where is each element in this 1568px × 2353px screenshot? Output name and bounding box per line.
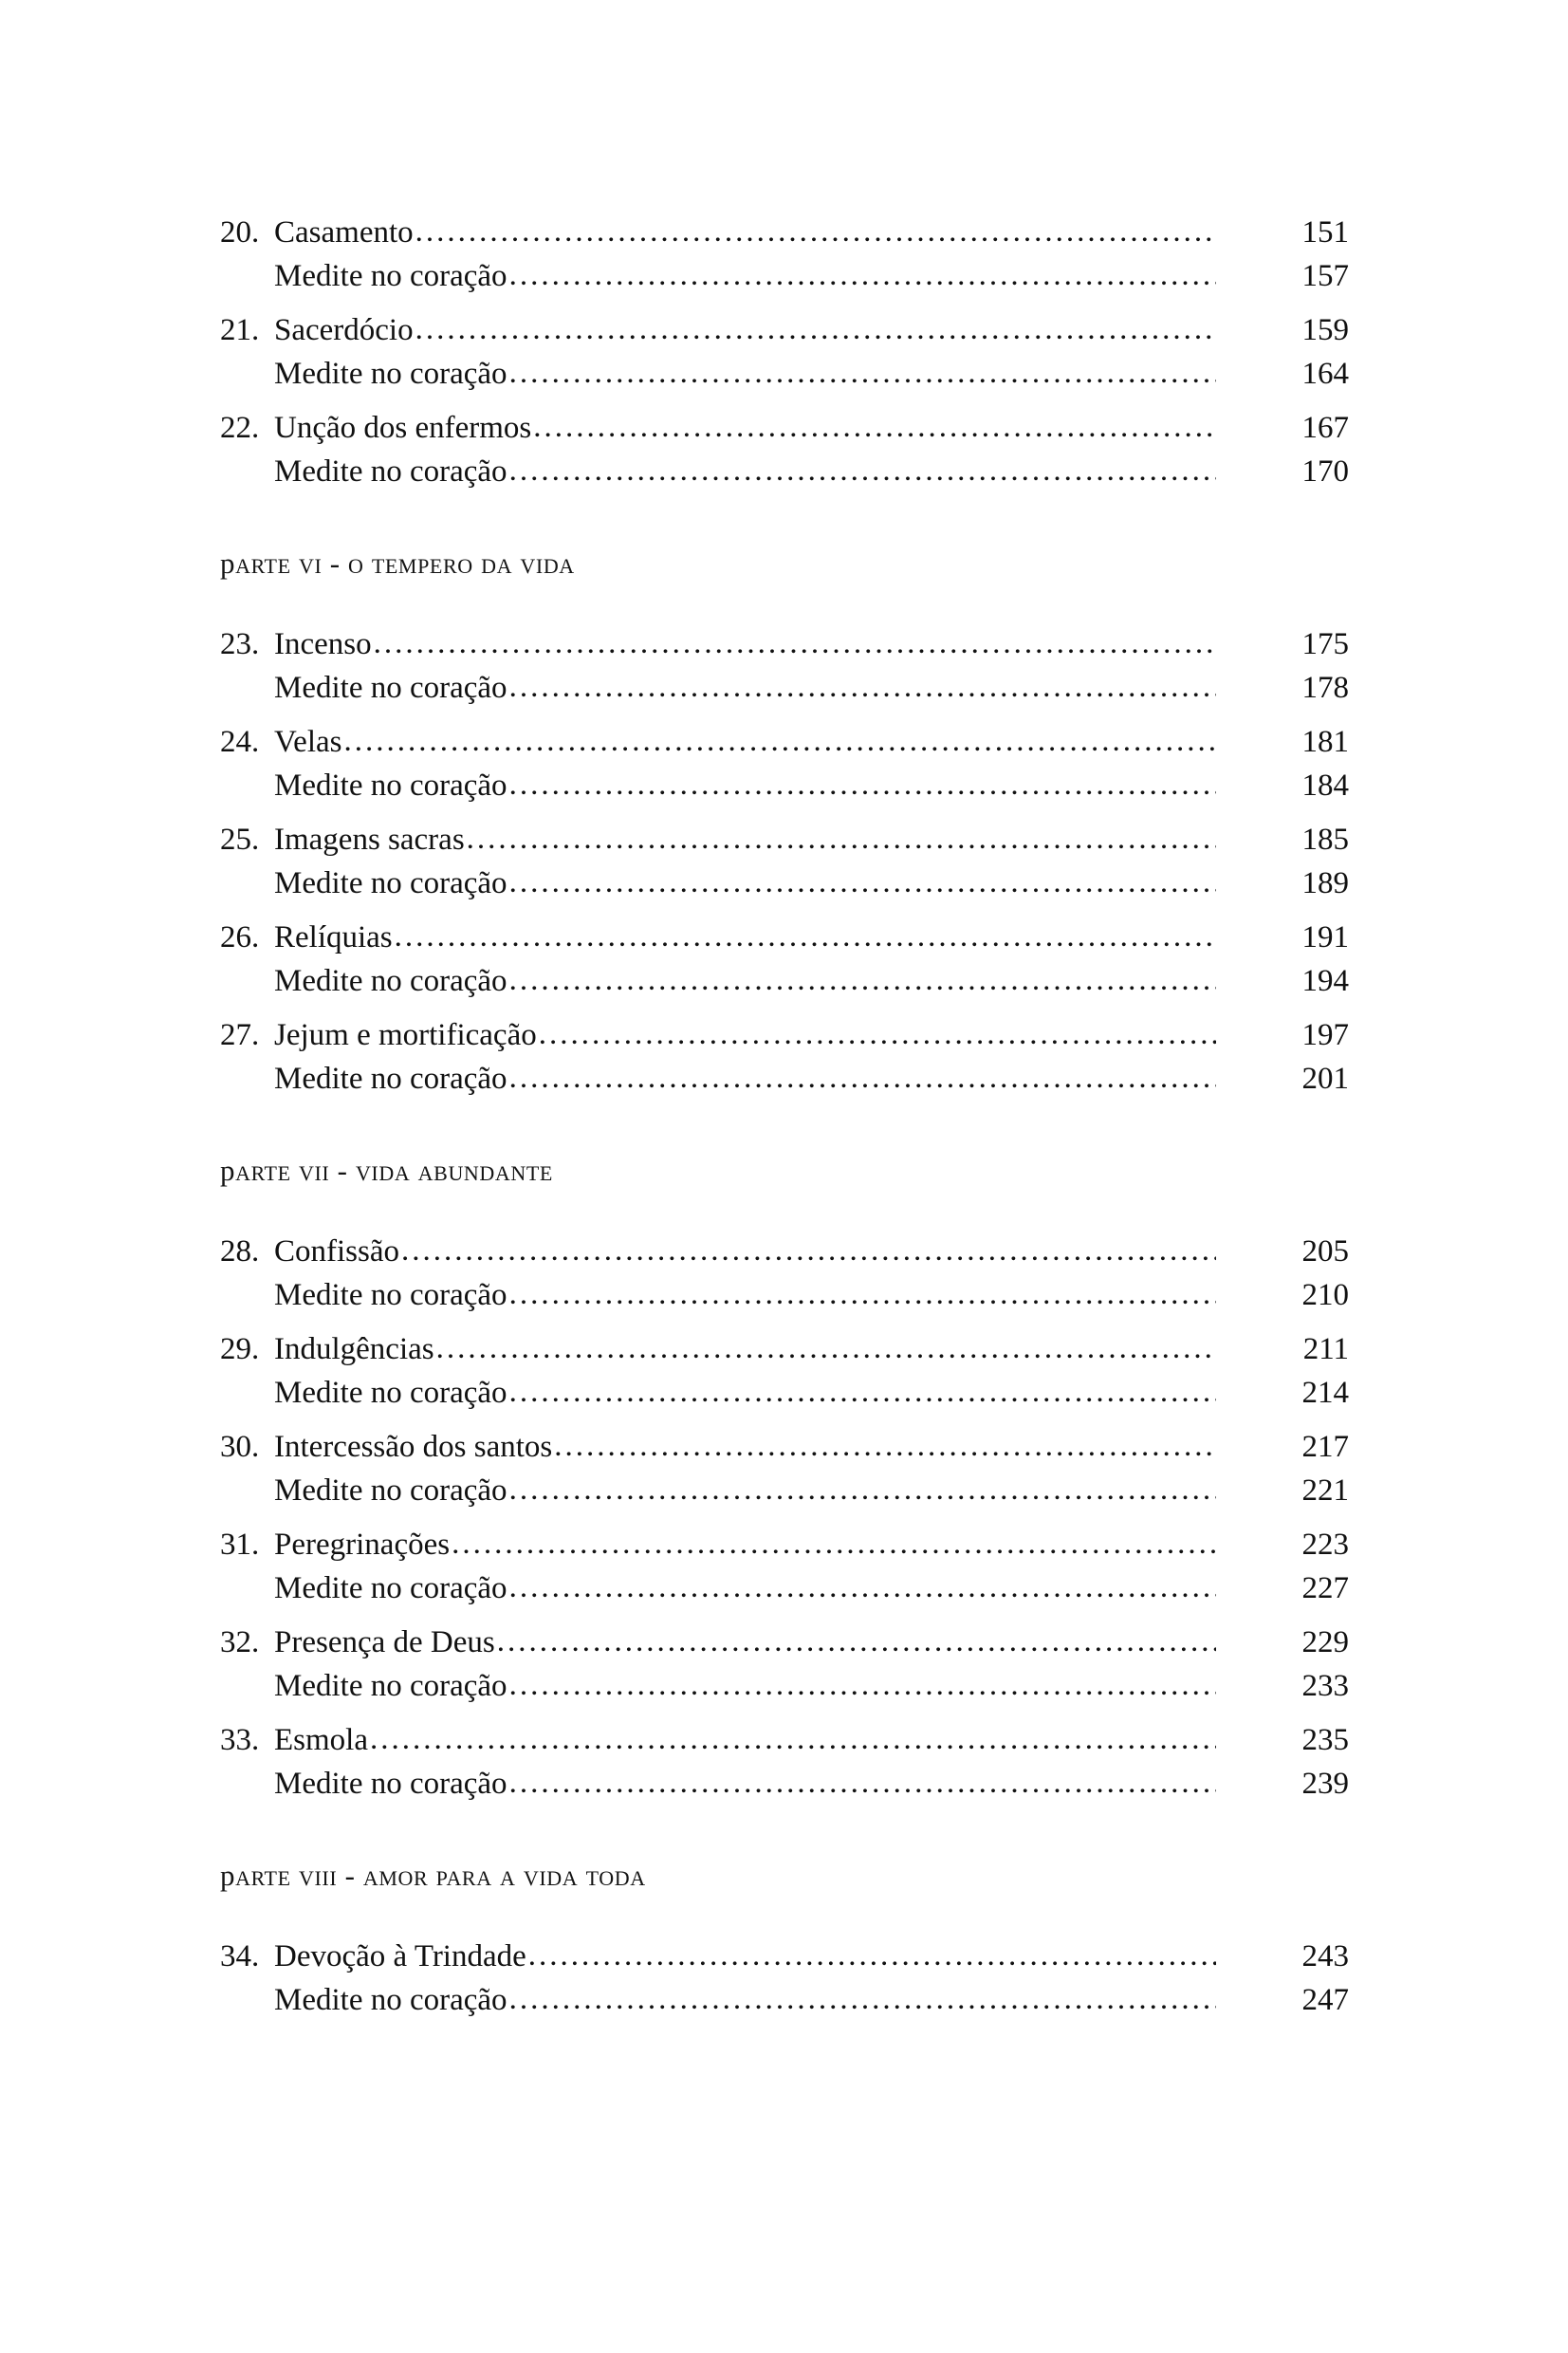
dot-leader — [497, 1620, 1216, 1663]
page-number: 247 — [1301, 1983, 1349, 2017]
dot-leader — [509, 1977, 1216, 2021]
chapter-number: 22. — [220, 411, 260, 445]
chapter-title: Sacerdócio — [274, 313, 414, 347]
page-number: 211 — [1302, 1332, 1349, 1366]
dot-leader — [415, 307, 1216, 351]
dot-leader — [509, 1468, 1216, 1511]
page-number: 201 — [1301, 1062, 1349, 1096]
toc-subentry[interactable] — [220, 1664, 1349, 1708]
chapter-number: 20. — [220, 215, 260, 250]
chapter-number: 34. — [220, 1939, 260, 1973]
chapter-number: 21. — [220, 313, 260, 347]
dot-leader — [436, 1326, 1216, 1370]
dot-leader — [509, 1056, 1216, 1100]
dot-leader — [533, 405, 1216, 449]
chapter-number: 25. — [220, 823, 260, 857]
dot-leader — [509, 1272, 1216, 1316]
chapter-group — [220, 818, 1349, 905]
page-number: 205 — [1301, 1234, 1349, 1269]
part-heading: parte vii - vida abundante — [220, 1154, 553, 1187]
page-number: 189 — [1301, 866, 1349, 900]
page-number: 235 — [1301, 1723, 1349, 1757]
page-number: 210 — [1301, 1278, 1349, 1312]
toc-subentry[interactable] — [220, 764, 1349, 807]
chapter-number: 24. — [220, 725, 260, 759]
page-number: 217 — [1301, 1430, 1349, 1464]
chapter-title: Jejum e mortificação — [274, 1018, 537, 1052]
chapter-number: 28. — [220, 1234, 260, 1269]
dot-leader — [509, 958, 1216, 1002]
toc-entry[interactable] — [220, 1013, 1349, 1057]
dot-leader — [467, 817, 1216, 861]
toc-entry[interactable] — [220, 1425, 1349, 1469]
chapter-title: Incenso — [274, 627, 372, 661]
toc-entry[interactable] — [220, 1523, 1349, 1566]
page-number: 164 — [1301, 357, 1349, 391]
dot-leader — [509, 1370, 1216, 1414]
part-heading: parte viii - amor para a vida toda — [220, 1859, 646, 1892]
page-number: 229 — [1301, 1625, 1349, 1659]
subentry-label: Medite no coração — [274, 1983, 507, 2017]
dot-leader — [343, 719, 1216, 763]
subentry-label: Medite no coração — [274, 1571, 507, 1605]
chapter-group — [220, 1327, 1349, 1415]
subentry-label: Medite no coração — [274, 1473, 507, 1508]
dot-leader — [415, 210, 1216, 253]
toc-entry[interactable] — [220, 406, 1349, 450]
page-number: 178 — [1301, 671, 1349, 705]
toc-subentry[interactable] — [220, 666, 1349, 710]
page-number: 184 — [1301, 769, 1349, 803]
page-number: 197 — [1301, 1018, 1349, 1052]
subentry-label: Medite no coração — [274, 454, 507, 489]
dot-leader — [509, 449, 1216, 492]
subentry-label: Medite no coração — [274, 866, 507, 900]
toc-subentry[interactable] — [220, 1762, 1349, 1806]
dot-leader — [509, 763, 1216, 806]
toc-entry[interactable] — [220, 916, 1349, 959]
chapter-group — [220, 1230, 1349, 1317]
toc-subentry[interactable] — [220, 1273, 1349, 1317]
dot-leader — [509, 1761, 1216, 1805]
part-heading-block — [220, 547, 1349, 581]
page-number: 223 — [1301, 1528, 1349, 1562]
chapter-number: 31. — [220, 1528, 260, 1562]
dot-leader — [509, 351, 1216, 395]
dot-leader — [509, 1566, 1216, 1609]
chapter-title: Casamento — [274, 215, 414, 250]
page-number: 175 — [1301, 627, 1349, 661]
page-number: 181 — [1301, 725, 1349, 759]
chapter-title: Imagens sacras — [274, 823, 465, 857]
page-number: 227 — [1301, 1571, 1349, 1605]
chapter-group — [220, 308, 1349, 396]
chapter-number: 27. — [220, 1018, 260, 1052]
toc-entry[interactable] — [220, 308, 1349, 352]
subentry-label: Medite no coração — [274, 1669, 507, 1703]
subentry-label: Medite no coração — [274, 964, 507, 998]
chapter-number: 29. — [220, 1332, 260, 1366]
chapter-group — [220, 1523, 1349, 1610]
dot-leader — [452, 1522, 1216, 1566]
chapter-title: Confissão — [274, 1234, 399, 1269]
chapter-number: 30. — [220, 1430, 260, 1464]
page-number: 239 — [1301, 1767, 1349, 1801]
chapter-group — [220, 406, 1349, 493]
page-number: 194 — [1301, 964, 1349, 998]
chapter-group — [220, 1013, 1349, 1101]
page-number: 221 — [1301, 1473, 1349, 1508]
chapter-title: Intercessão dos santos — [274, 1430, 553, 1464]
toc-subentry[interactable] — [220, 959, 1349, 1003]
chapter-group — [220, 622, 1349, 710]
toc-entry[interactable] — [220, 1230, 1349, 1273]
dot-leader — [395, 915, 1216, 958]
page-number: 185 — [1301, 823, 1349, 857]
page-number: 191 — [1301, 920, 1349, 954]
chapter-group — [220, 916, 1349, 1003]
chapter-number: 33. — [220, 1723, 260, 1757]
chapter-group — [220, 720, 1349, 807]
dot-leader — [509, 1663, 1216, 1707]
subentry-label: Medite no coração — [274, 259, 507, 293]
part-heading: parte vi - o tempero da vida — [220, 547, 575, 580]
page-number: 159 — [1301, 313, 1349, 347]
subentry-label: Medite no coração — [274, 1278, 507, 1312]
subentry-label: Medite no coração — [274, 671, 507, 705]
page-number: 170 — [1301, 454, 1349, 489]
page-number: 167 — [1301, 411, 1349, 445]
chapter-number: 23. — [220, 627, 260, 661]
dot-leader — [370, 1717, 1216, 1761]
toc-entry[interactable] — [220, 720, 1349, 764]
chapter-number: 26. — [220, 920, 260, 954]
toc-entry[interactable] — [220, 1718, 1349, 1762]
toc-entry[interactable] — [220, 1935, 1349, 1978]
dot-leader — [509, 861, 1216, 904]
chapter-group — [220, 1621, 1349, 1708]
dot-leader — [509, 665, 1216, 709]
dot-leader — [528, 1934, 1216, 1977]
chapter-title: Relíquias — [274, 920, 393, 954]
toc-entry[interactable] — [220, 211, 1349, 254]
subentry-label: Medite no coração — [274, 1767, 507, 1801]
chapter-group — [220, 211, 1349, 298]
page-number: 233 — [1301, 1669, 1349, 1703]
chapter-title: Presença de Deus — [274, 1625, 495, 1659]
page-number: 151 — [1301, 215, 1349, 250]
dot-leader — [374, 621, 1216, 665]
chapter-group — [220, 1425, 1349, 1512]
chapter-number: 32. — [220, 1625, 260, 1659]
dot-leader — [401, 1229, 1216, 1272]
part-heading-block — [220, 1154, 1349, 1188]
chapter-group — [220, 1935, 1349, 2022]
page-number: 243 — [1301, 1939, 1349, 1973]
subentry-label: Medite no coração — [274, 769, 507, 803]
toc-subentry[interactable] — [220, 1469, 1349, 1512]
subentry-label: Medite no coração — [274, 357, 507, 391]
dot-leader — [554, 1424, 1216, 1468]
toc-entry[interactable] — [220, 1327, 1349, 1371]
subentry-label: Medite no coração — [274, 1062, 507, 1096]
chapter-title: Unção dos enfermos — [274, 411, 532, 445]
chapter-title: Velas — [274, 725, 342, 759]
page-number: 214 — [1301, 1376, 1349, 1410]
chapter-title: Devoção à Trindade — [274, 1939, 526, 1973]
table-of-contents — [220, 211, 1349, 2032]
toc-subentry[interactable] — [220, 862, 1349, 905]
subentry-label: Medite no coração — [274, 1376, 507, 1410]
chapter-title: Esmola — [274, 1723, 368, 1757]
page-number: 157 — [1301, 259, 1349, 293]
toc-subentry[interactable] — [220, 1566, 1349, 1610]
toc-subentry[interactable] — [220, 1978, 1349, 2022]
toc-subentry[interactable] — [220, 1057, 1349, 1101]
part-heading-block — [220, 1859, 1349, 1893]
toc-subentry[interactable] — [220, 254, 1349, 298]
toc-entry[interactable] — [220, 818, 1349, 862]
toc-entry[interactable] — [220, 622, 1349, 666]
dot-leader — [539, 1012, 1216, 1056]
chapter-group — [220, 1718, 1349, 1806]
toc-entry[interactable] — [220, 1621, 1349, 1664]
toc-subentry[interactable] — [220, 1371, 1349, 1415]
dot-leader — [509, 253, 1216, 297]
chapter-title: Peregrinações — [274, 1528, 451, 1562]
toc-subentry[interactable] — [220, 450, 1349, 493]
toc-subentry[interactable] — [220, 352, 1349, 396]
chapter-title: Indulgências — [274, 1332, 434, 1366]
